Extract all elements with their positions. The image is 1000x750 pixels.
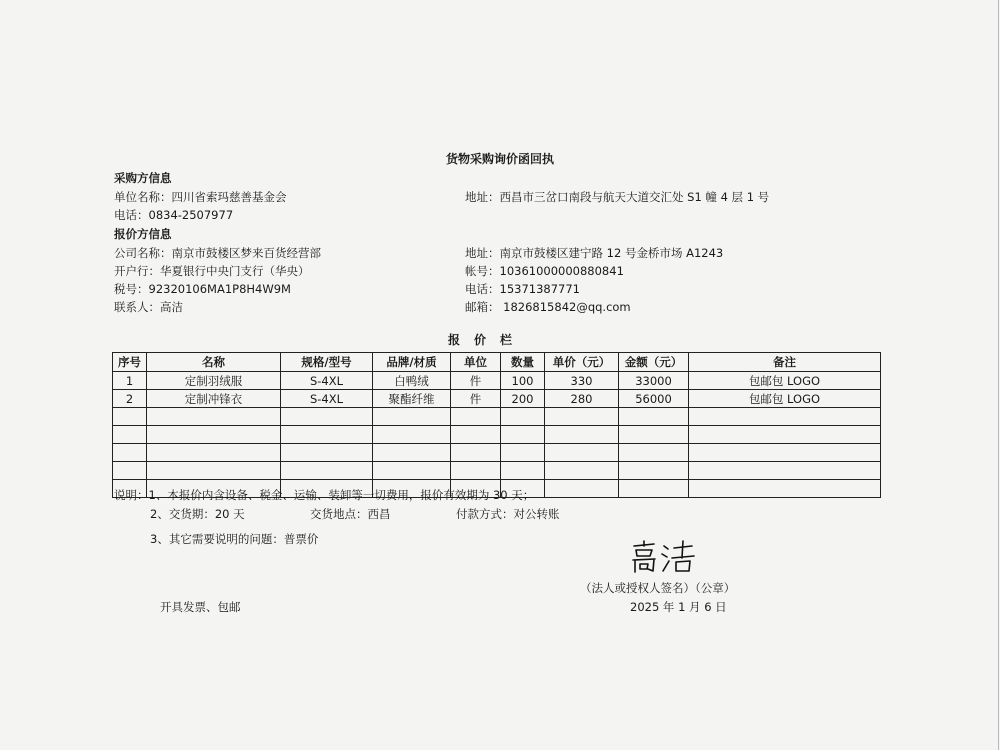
sign-date: 2025 年 1 月 6 日 bbox=[630, 600, 727, 614]
buyer-unit-name: 单位名称：四川省索玛慈善基金会 bbox=[114, 190, 287, 204]
quoter-account: 帐号：10361000000880841 bbox=[465, 264, 624, 278]
note-delivery-period: 2、交货期：20 天 bbox=[150, 507, 245, 521]
table-cell bbox=[619, 444, 689, 462]
header-cell: 规格/型号 bbox=[281, 353, 373, 372]
table-cell bbox=[451, 408, 501, 426]
table-cell bbox=[689, 444, 881, 462]
table-cell: 定制冲锋衣 bbox=[147, 390, 281, 408]
table-cell bbox=[451, 462, 501, 480]
table-cell: 件 bbox=[451, 372, 501, 390]
table-cell: 33000 bbox=[619, 372, 689, 390]
table-cell bbox=[373, 444, 451, 462]
table-cell bbox=[281, 426, 373, 444]
quoter-email: 邮箱： 1826815842@qq.com bbox=[465, 300, 631, 314]
table-cell bbox=[501, 408, 545, 426]
table-cell bbox=[545, 480, 619, 498]
table-cell bbox=[113, 444, 147, 462]
table-cell bbox=[113, 426, 147, 444]
table-cell bbox=[451, 444, 501, 462]
header-cell: 数量 bbox=[501, 353, 545, 372]
quoter-contact: 联系人：高洁 bbox=[114, 300, 183, 314]
table-cell bbox=[619, 462, 689, 480]
scan-edge bbox=[998, 0, 999, 750]
buyer-phone: 电话：0834-2507977 bbox=[114, 208, 234, 222]
header-cell: 序号 bbox=[113, 353, 147, 372]
table-cell: S-4XL bbox=[281, 372, 373, 390]
table-cell bbox=[281, 408, 373, 426]
table-cell bbox=[281, 444, 373, 462]
table-cell bbox=[545, 462, 619, 480]
header-cell: 备注 bbox=[689, 353, 881, 372]
table-cell bbox=[545, 426, 619, 444]
note-line-3: 3、其它需要说明的问题：普票价 bbox=[150, 532, 319, 546]
table-cell: 200 bbox=[501, 390, 545, 408]
table-cell bbox=[689, 480, 881, 498]
table-cell bbox=[147, 408, 281, 426]
table-cell: 280 bbox=[545, 390, 619, 408]
table-cell bbox=[619, 426, 689, 444]
header-cell: 单位 bbox=[451, 353, 501, 372]
header-cell: 名称 bbox=[147, 353, 281, 372]
table-cell: 件 bbox=[451, 390, 501, 408]
table-header-row bbox=[113, 353, 881, 372]
table-cell bbox=[689, 462, 881, 480]
table-caption: 报价栏 bbox=[448, 333, 527, 347]
buyer-address: 地址：西昌市三岔口南段与航天大道交汇处 S1 幢 4 层 1 号 bbox=[465, 190, 770, 204]
handwritten-signature bbox=[628, 538, 698, 580]
table-cell: 2 bbox=[113, 390, 147, 408]
quoter-address: 地址：南京市鼓楼区建宁路 12 号金桥市场 A1243 bbox=[465, 246, 724, 260]
table-cell bbox=[113, 462, 147, 480]
table-cell: 白鸭绒 bbox=[373, 372, 451, 390]
table-cell: 包邮包 LOGO bbox=[689, 390, 881, 408]
table-row bbox=[113, 390, 881, 408]
table-cell bbox=[689, 408, 881, 426]
table-cell bbox=[545, 444, 619, 462]
table-row bbox=[113, 426, 881, 444]
table-cell: 包邮包 LOGO bbox=[689, 372, 881, 390]
table-row bbox=[113, 462, 881, 480]
table-cell bbox=[281, 462, 373, 480]
header-cell: 金额（元） bbox=[619, 353, 689, 372]
table-row bbox=[113, 408, 881, 426]
note-payment: 付款方式：对公转账 bbox=[456, 507, 560, 521]
table-cell bbox=[113, 408, 147, 426]
table-cell: 56000 bbox=[619, 390, 689, 408]
table-cell bbox=[501, 426, 545, 444]
table-cell bbox=[545, 408, 619, 426]
table-cell: S-4XL bbox=[281, 390, 373, 408]
table-cell bbox=[373, 408, 451, 426]
buyer-section-heading: 采购方信息 bbox=[114, 171, 172, 185]
footer-note: 开具发票、包邮 bbox=[160, 600, 241, 614]
quoter-phone: 电话：15371387771 bbox=[465, 282, 580, 296]
table-cell bbox=[147, 426, 281, 444]
table-cell bbox=[619, 408, 689, 426]
quoter-company: 公司名称：南京市鼓楼区梦来百货经营部 bbox=[114, 246, 321, 260]
table-row bbox=[113, 372, 881, 390]
quote-table bbox=[112, 352, 881, 498]
table-cell bbox=[373, 426, 451, 444]
table-cell: 定制羽绒服 bbox=[147, 372, 281, 390]
table-cell bbox=[451, 426, 501, 444]
table-row bbox=[113, 444, 881, 462]
quoter-bank: 开户行：华夏银行中央门支行（华央） bbox=[114, 264, 310, 278]
note-line-1: 说明：1、本报价内含设备、税金、运输、装卸等一切费用，报价有效期为 30 天； bbox=[114, 488, 535, 502]
signature-icon bbox=[628, 538, 698, 576]
table-cell bbox=[501, 462, 545, 480]
table-cell: 100 bbox=[501, 372, 545, 390]
sign-label: （法人或授权人签名）（公章） bbox=[580, 581, 736, 595]
table-cell bbox=[147, 462, 281, 480]
document-title: 货物采购询价函回执 bbox=[446, 152, 555, 166]
table-cell: 聚酯纤维 bbox=[373, 390, 451, 408]
header-cell: 单价（元） bbox=[545, 353, 619, 372]
table-cell: 330 bbox=[545, 372, 619, 390]
table-cell bbox=[501, 444, 545, 462]
table-cell bbox=[147, 444, 281, 462]
quoter-section-heading: 报价方信息 bbox=[114, 227, 172, 241]
header-cell: 品牌/材质 bbox=[373, 353, 451, 372]
table-cell bbox=[373, 462, 451, 480]
table-cell bbox=[619, 480, 689, 498]
table-cell: 1 bbox=[113, 372, 147, 390]
quoter-tax-id: 税号：92320106MA1P8H4W9M bbox=[114, 282, 291, 296]
note-delivery-place: 交货地点：西昌 bbox=[310, 507, 391, 521]
table-cell bbox=[689, 426, 881, 444]
